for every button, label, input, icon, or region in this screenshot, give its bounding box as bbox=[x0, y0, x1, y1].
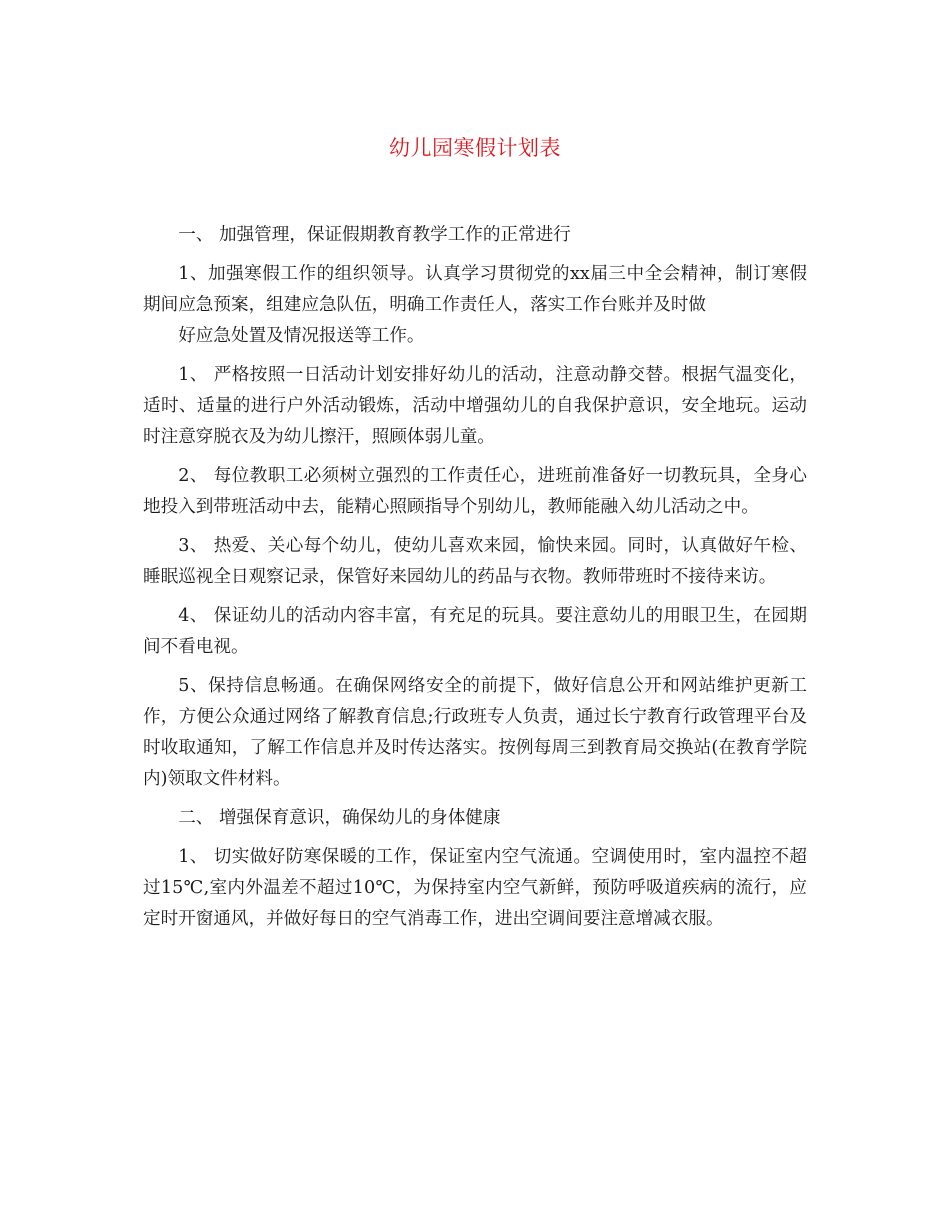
document-title: 幼儿园寒假计划表 bbox=[389, 136, 561, 160]
section-heading-1: 一、 加强管理，保证假期教育教学工作的正常进行 bbox=[178, 225, 571, 245]
paragraph: 1、 切实做好防寒保暖的工作，保证室内空气流通。空调使用时，室内温控不超过15℃,室内外温差不超过10℃，为保持室内空气新鲜，预防呼吸道疾病的流行，应定时开窗通风，并做好每日的空气消毒工作，进出空调间要注意增减衣服。 bbox=[143, 847, 807, 929]
document-body bbox=[143, 220, 807, 943]
paragraph: 5、保持信息畅通。在确保网络安全的前提下，做好信息公开和网站维护更新工作，方便公众通过网络了解教育信息;行政班专人负责，通过长宁教育行政管理平台及时收取通知，了解工作信息并及时传达落实。按例每周三到教育局交换站(在教育学院内)领取文件材料。 bbox=[143, 676, 807, 789]
paragraph: 3、 热爱、关心每个幼儿，使幼儿喜欢来园，愉快来园。同时，认真做好午检、睡眠巡视全日观察记录，保管好来园幼儿的药品与衣物。教师带班时不接待来访。 bbox=[143, 536, 807, 587]
paragraph: 4、 保证幼儿的活动内容丰富，有充足的玩具。要注意幼儿的用眼卫生，在园期间不看电视。 bbox=[143, 606, 807, 657]
paragraph: 1、 严格按照一日活动计划安排好幼儿的活动，注意动静交替。根据气温变化，适时、适量的进行户外活动锻炼，活动中增强幼儿的自我保护意识，安全地玩。运动时注意穿脱衣及为幼儿擦汗，照顾体弱儿童。 bbox=[143, 365, 807, 447]
paragraph: 1、加强寒假工作的组织领导。认真学习贯彻党的xx届三中全会精神，制订寒假期间应急预案，组建应急队伍，明确工作责任人，落实工作台账并及时做 bbox=[143, 264, 807, 315]
paragraph: 2、 每位教职工必须树立强烈的工作责任心，进班前准备好一切教玩具，全身心地投入到带班活动中去，能精心照顾指导个别幼儿，教师能融入幼儿活动之中。 bbox=[143, 466, 807, 517]
paragraph-continuation: 好应急处置及情况报送等工作。 bbox=[178, 326, 425, 346]
section-heading-2: 二、 增强保育意识，确保幼儿的身体健康 bbox=[178, 808, 501, 828]
